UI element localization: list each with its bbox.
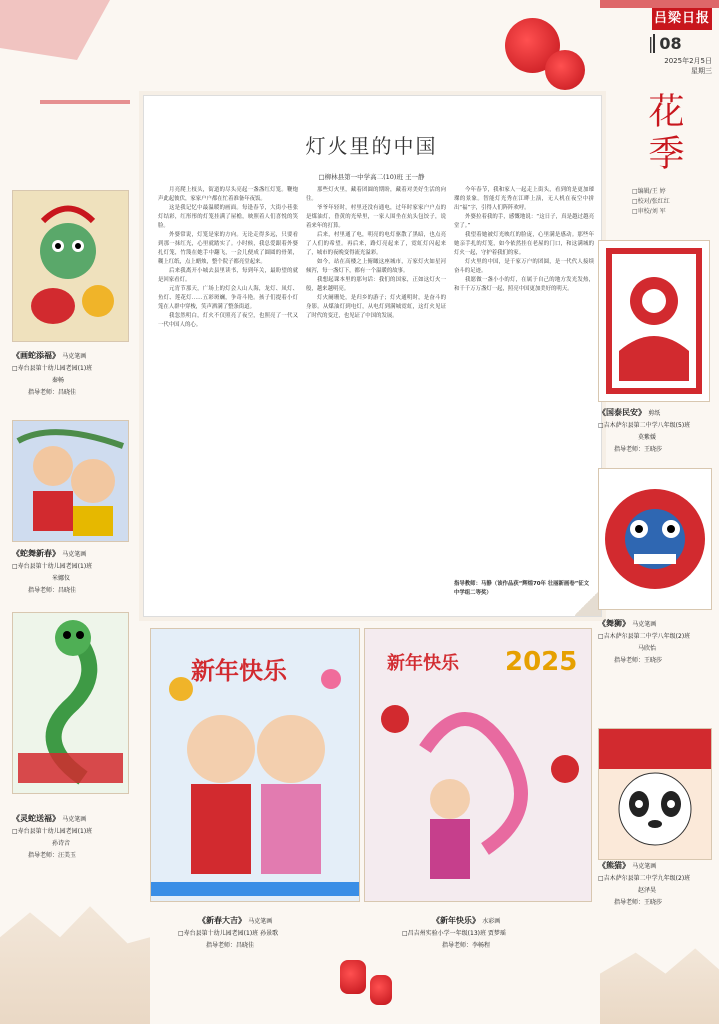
artwork-year-lettering: 2025 — [505, 647, 578, 677]
issue-date: 2025年2月5日 — [664, 57, 712, 65]
artwork-lion-dance — [598, 468, 712, 610]
artwork-snake-blessing — [12, 612, 129, 794]
artwork-caption: 《蛇舞新春》 马克笔画 □寿台县第十幼儿园老园(1)班 米娜仪 指导老师：昌晓佳 — [12, 549, 93, 594]
artwork-caption: 《国泰民安》 剪纸 □吉木萨尔县第二中学八年级(5)班 莫紫媛 指导老师：王晓莎 — [598, 408, 691, 453]
artwork-lettering: 新年快乐 — [387, 653, 459, 674]
artwork-caption: 《新年快乐》 水彩画 □昌吉州实验小学一年级(13)班 贾梦瑶 指导老师：李畅程 — [402, 916, 506, 949]
article-title: 灯火里的中国 — [305, 134, 438, 158]
newspaper-masthead: 吕梁日报 — [652, 8, 712, 30]
page-number: | 08 — [648, 34, 682, 53]
village-papercut-ornament — [600, 940, 719, 1024]
pavilion-papercut-ornament — [40, 30, 130, 104]
red-lantern-ornament — [340, 960, 366, 994]
artwork-caption: 《熊猫》 马克笔画 □吉木萨尔县第二中学九年级(2)班 赵泽昊 指导老师：王晓莎 — [598, 861, 691, 906]
red-lantern-ornament — [545, 50, 585, 90]
artwork-happy-new-year — [364, 628, 592, 902]
artwork-panda — [598, 728, 712, 860]
red-lantern-ornament — [370, 975, 392, 1005]
article-column-2: 那些灯火里，藏着团圆的期盼，藏着对美好生活的向往。 爷爷年轻时，村里还没有通电，过年时家家户户点的是煤油灯，昏黄的光晕里，一家人围坐在炕头包饺子，说着来年的打算。 后来，村里通了电，明亮的电灯驱散了黑暗，也点亮了人们的希望。再后来，路灯亮起来了，霓虹灯闪起来了，城市的夜晚变得流光溢彩。 如今，站在高楼之上俯瞰这座城市，万家灯火如星河倾泻，每一盏灯下，都有一个温暖的故事。 我想起课本里的那句话：我们的国家，正如这灯火一般，越来越明亮。 灯火阑珊处，是归乡的游子；灯火通明时，是奋斗的身影。从煤油灯到电灯，从电灯到满城霓虹，这灯火见证了时代的变迁，也见证了中国的发展。 — [306, 187, 446, 319]
artwork-snake-dance — [12, 420, 129, 542]
section-title: 花季 — [643, 92, 684, 176]
artwork-lettering: 新年快乐 — [191, 656, 287, 685]
editor-credits: □编辑/王 婷 □校对/张红红 □审校/刘 军 — [632, 188, 670, 215]
article-byline: □柳林县第一中学高二(10)班 王一静 — [318, 173, 425, 181]
artwork-snake-fortune — [12, 190, 129, 342]
issue-weekday: 星期三 — [691, 67, 712, 75]
artwork-new-year-luck — [150, 628, 360, 902]
ornament-stripe — [600, 0, 719, 8]
article-column-3: 今年春节，我和家人一起走上街头，看到的是更加璀璨的景象。智能灯光秀在江畔上演，无人机在夜空中拼出“福”字，引得人们阵阵欢呼。 外婆拉着我的手，感慨地说：“这日子，真是越过越亮堂了。” 我望着她被灯光映红的脸庞，心里满是感动。那些年她亲手扎的灯笼，如今依然挂在老屋的门口，和这满城的灯火一起，守护着我们的家。 灯火里的中国，是千家万户的团圆，是一代代人接续奋斗的足迹。 我愿做一盏小小的灯，在属于自己的地方发光发热，和千千万万盏灯一起，照亮中国更加美好的明天。 — [454, 187, 594, 292]
artwork-caption: 《灵蛇送福》 马克笔画 □寿台县第十幼儿园老园(1)班 孙诗音 指导老师：汪美玉 — [12, 814, 93, 859]
article-note: 指导教师：马静（该作品获“辉煌70年 壮丽新画卷”征文中学组二等奖） — [454, 581, 590, 596]
artwork-caption: 《新春大吉》 马克笔画 □寿台县第十幼儿园老园(1)班 孙景歌 指导老师：昌晓佳 — [178, 916, 279, 949]
artwork-caption: 《画蛇添福》 马克笔画 □寿台县第十幼儿园老园(1)班 秦畅 指导老师：昌晓佳 — [12, 351, 93, 396]
article-column-1: 月亮爬上枝头，街道的尽头亮起一盏盏红灯笼。鞭炮声此起彼伏，家家户户都在忙着准备年夜饭。 这是我记忆中最温暖的画面。每逢春节，大街小巷张灯结彩，红彤彤的灯笼挂满了屋檐，映照着人们喜悦的笑脸。 外婆常说，灯笼是家的方向。无论走得多远，只要看到那一抹红光，心里就踏实了。小时候，我总爱跟着外婆扎灯笼，竹篾在她手中翻飞，一会儿便成了圆圆的骨架，糊上红纸，点上蜡烛，整个院子都亮堂起来。 后来我离开小城去县里读书，每到年关，最盼望的就是回家看灯。 元宵节那天，广场上的灯会人山人海，龙灯、凤灯、鱼灯、莲花灯……五彩斑斓，争奇斗艳。孩子们提着小灯笼在人群中穿梭，笑声洒满了整条街道。 我忽然明白，灯火不仅照亮了夜空，也照亮了一代又一代中国人的心。 — [158, 187, 298, 328]
artwork-papercut-peace — [598, 240, 710, 402]
artwork-caption: 《舞狮》 马克笔画 □吉木萨尔县第二中学八年级(2)班 马欣怡 指导老师：王晓莎 — [598, 619, 691, 664]
village-papercut-ornament — [0, 900, 150, 1024]
snake-drawing-icon — [13, 191, 128, 341]
